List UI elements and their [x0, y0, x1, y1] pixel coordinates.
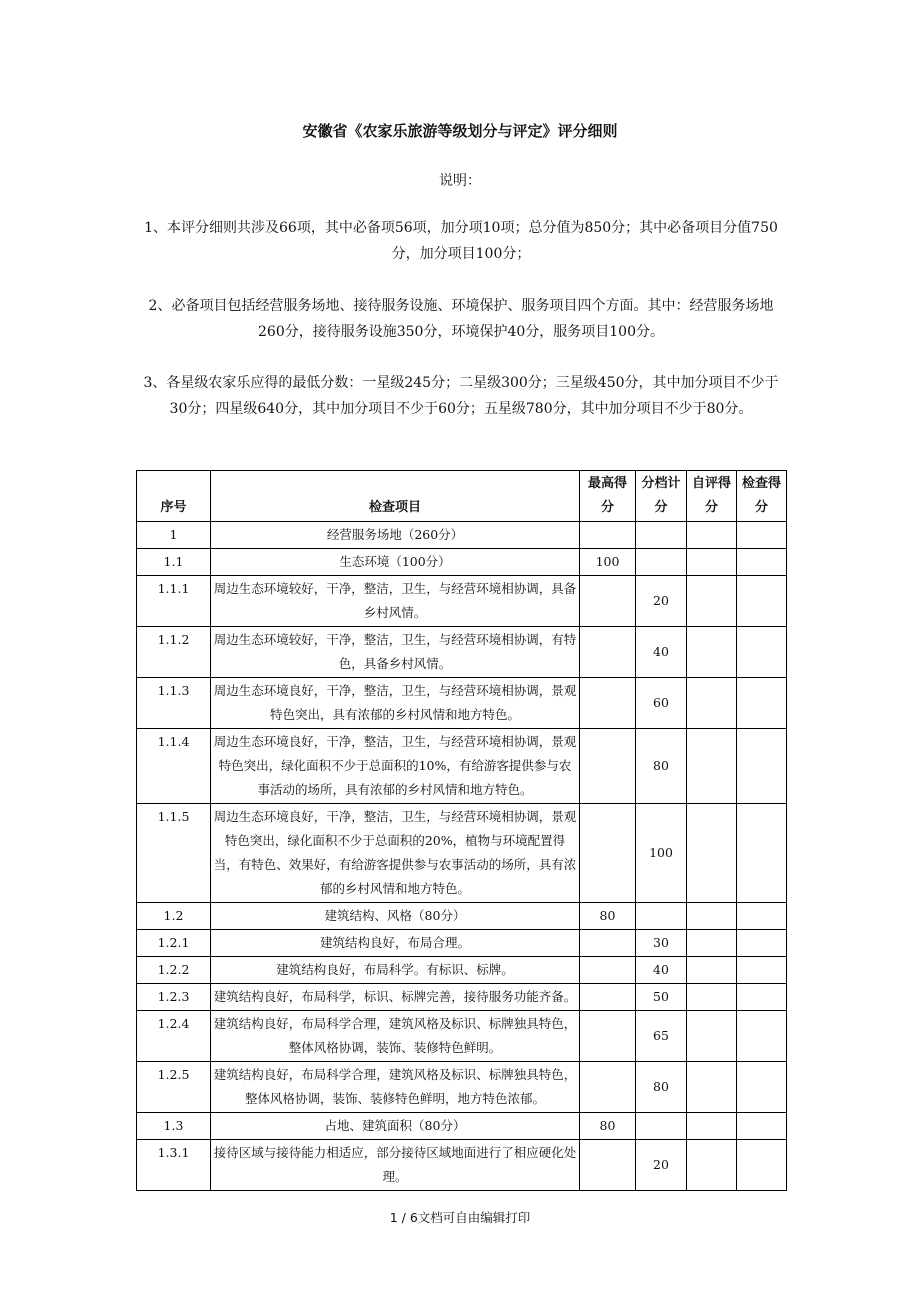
row-grade-score: 50	[636, 984, 687, 1011]
table-row	[137, 627, 787, 678]
row-max-score	[580, 1011, 636, 1062]
table-row	[137, 930, 787, 957]
page-title: 安徽省《农家乐旅游等级划分与评定》评分细则	[302, 122, 618, 140]
row-self-score	[687, 1140, 737, 1191]
row-grade-score: 80	[636, 1062, 687, 1113]
row-max-score	[580, 957, 636, 984]
row-check-score	[737, 678, 787, 729]
row-item: 建筑结构良好，布局科学。有标识、标牌。	[211, 957, 580, 984]
row-no: 1.1.2	[137, 627, 211, 678]
row-self-score	[687, 930, 737, 957]
row-self-score	[687, 984, 737, 1011]
row-max-score	[580, 984, 636, 1011]
row-no: 1.2.1	[137, 930, 211, 957]
row-item: 周边生态环境较好，干净，整洁，卫生，与经营环境相协调，有特色，具备乡村风情。	[211, 627, 580, 678]
row-check-score	[737, 930, 787, 957]
table-row	[137, 1140, 787, 1191]
row-grade-score: 65	[636, 1011, 687, 1062]
row-self-score	[687, 576, 737, 627]
row-max-score: 80	[580, 903, 636, 930]
table-row	[137, 984, 787, 1011]
row-check-score	[737, 1113, 787, 1140]
row-max-score	[580, 678, 636, 729]
row-no: 1.3	[137, 1113, 211, 1140]
row-max-score	[580, 930, 636, 957]
table-row	[137, 576, 787, 627]
table-row	[137, 522, 787, 549]
row-no: 1.2	[137, 903, 211, 930]
row-item: 周边生态环境较好，干净，整洁，卫生，与经营环境相协调，具备乡村风情。	[211, 576, 580, 627]
row-self-score	[687, 957, 737, 984]
header-no: 序号	[137, 471, 211, 522]
row-check-score	[737, 1062, 787, 1113]
header-check: 检查得分	[737, 471, 787, 522]
row-no: 1.1.1	[137, 576, 211, 627]
row-check-score	[737, 522, 787, 549]
row-self-score	[687, 1113, 737, 1140]
row-self-score	[687, 1062, 737, 1113]
table-row	[137, 729, 787, 804]
page-footer: 1 / 6文档可自由编辑打印	[389, 1210, 531, 1225]
note-paragraph-2: 2、必备项目包括经营服务场地、接待服务设施、环境保护、服务项目四个方面。其中：经营服务场地260分，接待服务设施350分，环境保护40分，服务项目100分。	[148, 298, 774, 340]
row-check-score	[737, 1140, 787, 1191]
row-grade-score	[636, 522, 687, 549]
row-item: 建筑结构良好，布局科学合理，建筑风格及标识、标牌独具特色，整体风格协调，装饰、装修特色鲜明。	[211, 1011, 580, 1062]
row-max-score	[580, 522, 636, 549]
row-self-score	[687, 627, 737, 678]
row-item: 周边生态环境良好，干净，整洁，卫生，与经营环境相协调，景观特色突出，绿化面积不少于总面积的10%，有给游客提供参与农事活动的场所，具有浓郁的乡村风情和地方特色。	[211, 729, 580, 804]
row-no: 1.2.5	[137, 1062, 211, 1113]
row-check-score	[737, 984, 787, 1011]
row-self-score	[687, 729, 737, 804]
table-row	[137, 1011, 787, 1062]
row-max-score	[580, 576, 636, 627]
row-item: 周边生态环境良好，干净，整洁，卫生，与经营环境相协调，景观特色突出，绿化面积不少于总面积的20%，植物与环境配置得当，有特色、效果好，有给游客提供参与农事活动的场所，具有浓郁的乡村风情和地方特色。	[211, 804, 580, 903]
note-paragraph-1: 1、本评分细则共涉及66项，其中必备项56项，加分项10项；总分值为850分；其中必备项目分值750分，加分项目100分；	[144, 220, 778, 262]
table-row	[137, 678, 787, 729]
row-check-score	[737, 576, 787, 627]
row-grade-score: 100	[636, 804, 687, 903]
row-check-score	[737, 957, 787, 984]
row-max-score	[580, 729, 636, 804]
note-paragraph-3: 3、各星级农家乐应得的最低分数：一星级245分；二星级300分；三星级450分，其中加分项目不少于30分；四星级640分，其中加分项目不少于60分；五星级780分，其中加分项目不少于80分。	[143, 375, 779, 417]
row-self-score	[687, 678, 737, 729]
row-max-score	[580, 1140, 636, 1191]
row-check-score	[737, 804, 787, 903]
row-item: 建筑结构良好，布局科学，标识、标牌完善，接待服务功能齐备。	[211, 984, 580, 1011]
row-no: 1.1	[137, 549, 211, 576]
row-item: 生态环境（100分）	[211, 549, 580, 576]
row-check-score	[737, 1011, 787, 1062]
row-item: 建筑结构良好，布局科学合理，建筑风格及标识、标牌独具特色，整体风格协调，装饰、装修特色鲜明，地方特色浓郁。	[211, 1062, 580, 1113]
table-row	[137, 549, 787, 576]
table-row	[137, 957, 787, 984]
row-grade-score: 20	[636, 1140, 687, 1191]
row-grade-score: 80	[636, 729, 687, 804]
scoring-table	[136, 470, 787, 1191]
row-item: 占地、建筑面积（80分）	[211, 1113, 580, 1140]
row-grade-score	[636, 903, 687, 930]
row-grade-score: 20	[636, 576, 687, 627]
row-item: 建筑结构、风格（80分）	[211, 903, 580, 930]
row-check-score	[737, 549, 787, 576]
row-max-score: 80	[580, 1113, 636, 1140]
row-no: 1.2.4	[137, 1011, 211, 1062]
row-self-score	[687, 804, 737, 903]
row-grade-score: 40	[636, 957, 687, 984]
row-max-score	[580, 1062, 636, 1113]
header-max: 最高得分	[580, 471, 636, 522]
row-max-score	[580, 804, 636, 903]
row-no: 1.3.1	[137, 1140, 211, 1191]
row-grade-score: 40	[636, 627, 687, 678]
table-row	[137, 1062, 787, 1113]
row-item: 经营服务场地（260分）	[211, 522, 580, 549]
row-no: 1.2.2	[137, 957, 211, 984]
row-check-score	[737, 627, 787, 678]
row-self-score	[687, 522, 737, 549]
row-no: 1.2.3	[137, 984, 211, 1011]
row-self-score	[687, 549, 737, 576]
row-item: 接待区域与接待能力相适应，部分接待区域地面进行了相应硬化处理。	[211, 1140, 580, 1191]
row-no: 1.1.3	[137, 678, 211, 729]
header-grade: 分档计分	[636, 471, 687, 522]
row-grade-score	[636, 549, 687, 576]
row-item: 周边生态环境良好，干净，整洁，卫生，与经营环境相协调，景观特色突出，具有浓郁的乡村风情和地方特色。	[211, 678, 580, 729]
row-item: 建筑结构良好，布局合理。	[211, 930, 580, 957]
header-item: 检查项目	[211, 471, 580, 522]
note-label: 说明：	[439, 173, 481, 189]
row-self-score	[687, 903, 737, 930]
row-check-score	[737, 729, 787, 804]
row-max-score	[580, 627, 636, 678]
table-row	[137, 1113, 787, 1140]
header-self: 自评得分	[687, 471, 737, 522]
row-no: 1.1.4	[137, 729, 211, 804]
row-no: 1	[137, 522, 211, 549]
table-row	[137, 804, 787, 903]
table-header-row	[137, 471, 787, 522]
row-self-score	[687, 1011, 737, 1062]
row-no: 1.1.5	[137, 804, 211, 903]
row-check-score	[737, 903, 787, 930]
table-row	[137, 903, 787, 930]
row-max-score: 100	[580, 549, 636, 576]
row-grade-score: 60	[636, 678, 687, 729]
row-grade-score: 30	[636, 930, 687, 957]
row-grade-score	[636, 1113, 687, 1140]
